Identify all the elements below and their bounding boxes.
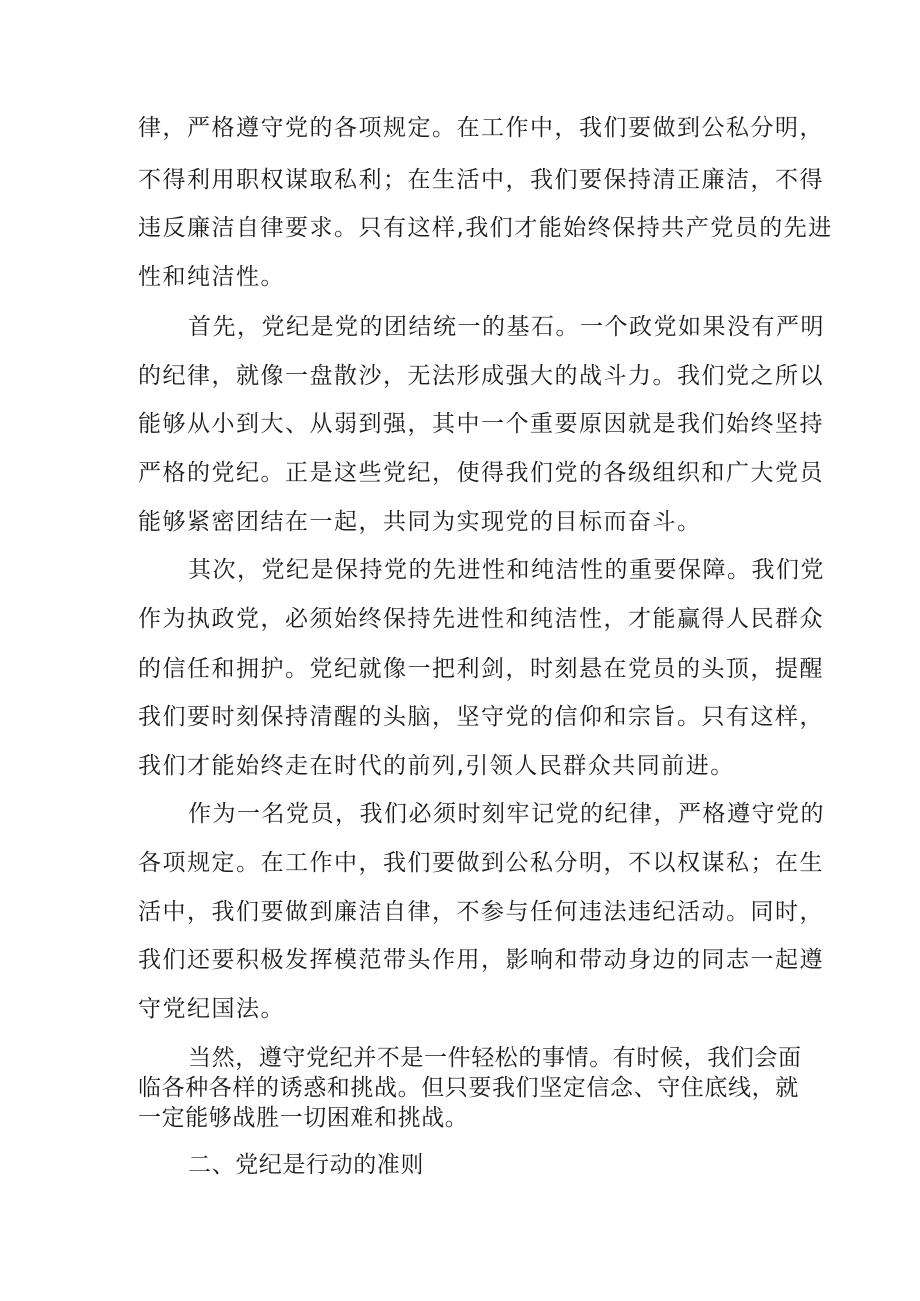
paragraph-line: 我们还要积极发挥模范带头作用，影响和带动身边的同志一起遵 [138,947,824,973]
section-heading: 二、党纪是行动的准则 [188,1152,424,1178]
paragraph-line: 作为执政党，必须始终保持先进性和纯洁性，才能赢得人民群众 [138,606,824,632]
paragraph-line: 律，严格遵守党的各项规定。在工作中，我们要做到公私分明， [138,115,824,141]
paragraph-line: 能够从小到大、从弱到强，其中一个重要原因就是我们始终坚持 [138,411,824,437]
paragraph-line: 作为一名党员，我们必须时刻牢记党的纪律，严格遵守党的 [188,801,825,827]
paragraph-line: 严格的党纪。正是这些党纪，使得我们党的各级组织和广大党员 [138,460,824,486]
paragraph-line: 违反廉洁自律要求。只有这样,我们才能始终保持共产党员的先进 [138,215,833,241]
paragraph-line: 各项规定。在工作中，我们要做到公私分明，不以权谋私；在生 [138,850,824,876]
paragraph-line: 其次，党纪是保持党的先进性和纯洁性的重要保障。我们党 [188,557,825,583]
paragraph-line: 性和纯洁性。 [138,264,285,290]
paragraph-line: 不得利用职权谋取私利；在生活中，我们要保持清正廉洁，不得 [138,167,824,193]
paragraph-line: 首先，党纪是党的团结统一的基石。一个政党如果没有严明 [188,314,825,340]
paragraph-line: 的纪律，就像一盘散沙，无法形成强大的战斗力。我们党之所以 [138,363,824,389]
paragraph-line: 能够紧密团结在一起，共同为实现党的目标而奋斗。 [138,509,702,535]
paragraph-line: 我们才能始终走在时代的前列,引领人民群众共同前进。 [138,753,735,779]
paragraph-line: 一定能够战胜一切困难和挑战。 [138,1105,469,1131]
paragraph-line: 当然，遵守党纪并不是一件轻松的事情。有时候，我们会面 [188,1045,802,1071]
paragraph-line: 活中，我们要做到廉洁自律，不参与任何违法违纪活动。同时， [138,899,824,925]
paragraph-line: 的信任和拥护。党纪就像一把利剑，时刻悬在党员的头顶，提醒 [138,656,824,682]
paragraph-line: 守党纪国法。 [138,996,285,1022]
paragraph-line: 临各种各样的诱惑和挑战。但只要我们坚定信念、守住底线，就 [138,1075,799,1101]
paragraph-line: 我们要时刻保持清醒的头脑，坚守党的信仰和宗旨。只有这样， [138,704,824,730]
